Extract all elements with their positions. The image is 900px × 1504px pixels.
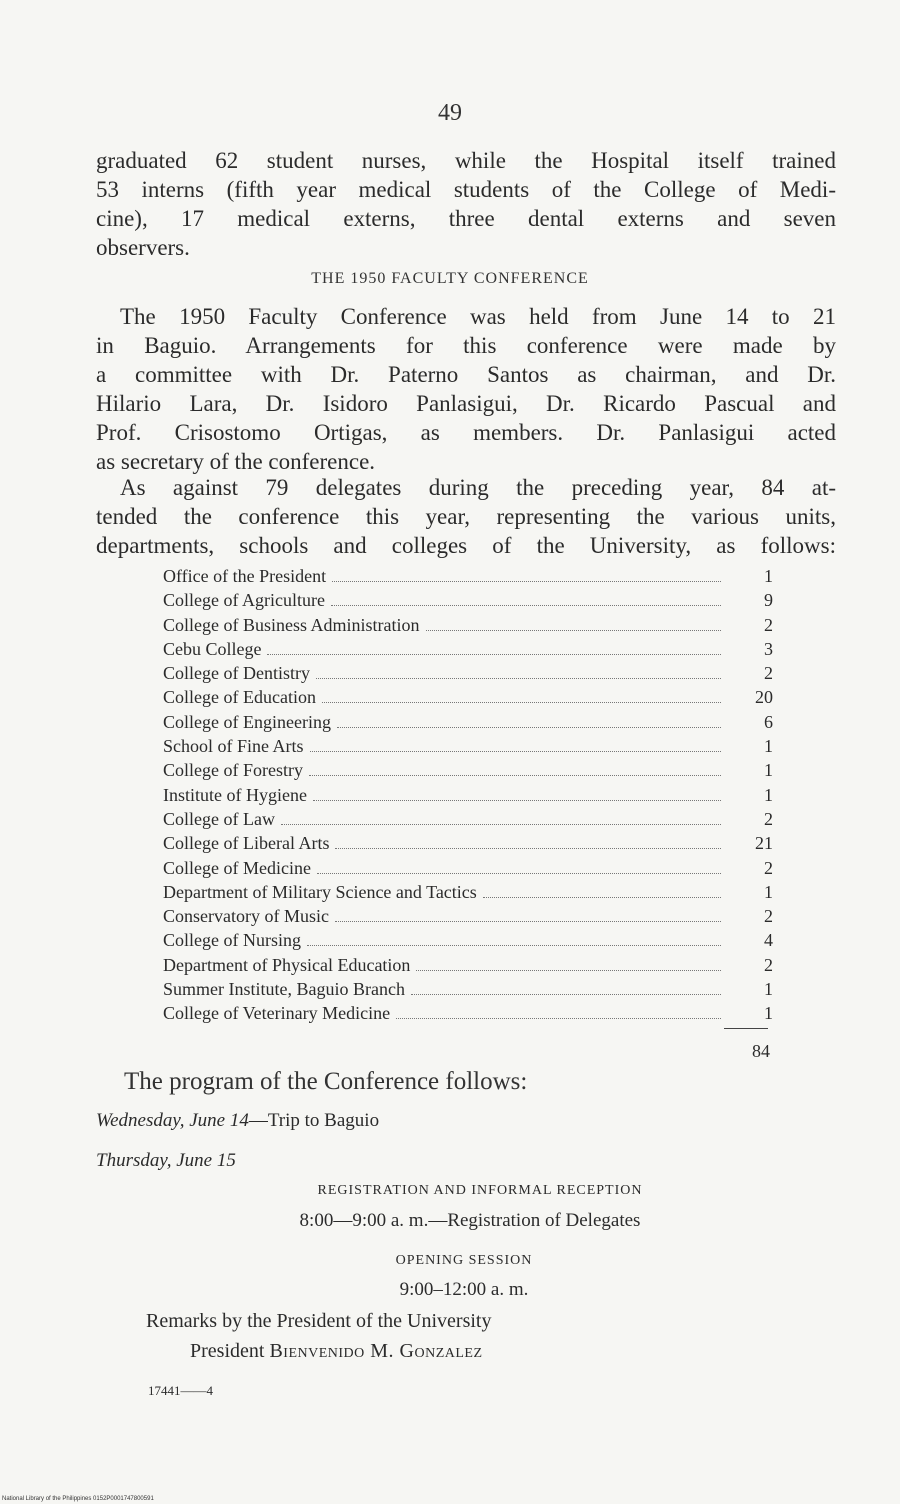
delegates-table (163, 566, 773, 1028)
unit-count: 6 (764, 711, 773, 732)
table-row (163, 785, 773, 809)
table-row (163, 979, 773, 1003)
intro-line: observers. (96, 235, 190, 260)
program-day-wednesday (96, 1110, 379, 1132)
unit-name: College of Education (163, 687, 316, 708)
dot-leader (483, 896, 721, 898)
program-intro: The program of the Conference follows: (124, 1068, 528, 1095)
dot-leader (332, 580, 721, 582)
paragraph-line: The 1950 Faculty Conference was held from June 14 to 21 (120, 304, 836, 329)
unit-name: College of Engineering (163, 711, 331, 732)
intro-paragraph (96, 146, 836, 262)
unit-count: 1 (764, 736, 773, 757)
day-event: —Trip to Baguio (248, 1110, 380, 1131)
unit-name: College of Dentistry (163, 663, 310, 684)
unit-count: 4 (764, 930, 773, 951)
paragraph-line: as secretary of the conference. (96, 449, 376, 474)
unit-name: College of Law (163, 808, 275, 829)
president-prefix: President (190, 1340, 265, 1362)
table-row (163, 663, 773, 687)
unit-count: 2 (764, 614, 773, 635)
paragraph-line: As against 79 delegates during the preceding year, 84 at- (120, 475, 836, 500)
conference-paragraph (96, 302, 836, 476)
unit-name: Department of Physical Education (163, 954, 411, 975)
unit-name: College of Liberal Arts (163, 833, 330, 854)
unit-count: 1 (764, 566, 773, 586)
dot-leader (307, 944, 721, 946)
paragraph-line: tended the conference this year, representing the various units, (96, 504, 836, 529)
table-row (163, 615, 773, 639)
dot-leader (335, 847, 721, 849)
paragraph-line: in Baguio. Arrangements for this conference were made by (96, 333, 836, 358)
dot-leader (310, 750, 721, 752)
dot-leader (313, 799, 721, 801)
day-date: Thursday, June 15 (96, 1150, 236, 1171)
unit-name: School of Fine Arts (163, 736, 304, 757)
unit-count: 1 (764, 1003, 773, 1024)
table-row (163, 882, 773, 906)
unit-count: 2 (764, 857, 773, 878)
unit-name: Cebu College (163, 638, 262, 659)
program-day-thursday (96, 1150, 236, 1172)
paragraph-line: a committee with Dr. Paterno Santos as chairman, and Dr. (96, 362, 836, 387)
unit-name: Conservatory of Music (163, 906, 329, 927)
page-number: 49 (438, 100, 462, 126)
delegates-total: 84 (752, 1041, 770, 1061)
unit-count: 20 (755, 687, 773, 708)
paragraph-line: departments, schools and colleges of the University, as follows: (96, 533, 836, 558)
dot-leader (316, 677, 721, 679)
remarks-line: Remarks by the President of the University (146, 1310, 492, 1332)
table-row (163, 1003, 773, 1027)
opening-time: 9:00–12:00 a. m. (399, 1279, 529, 1300)
table-row (163, 833, 773, 857)
unit-count: 3 (764, 638, 773, 659)
paragraph-line: Hilario Lara, Dr. Isidoro Panlasigui, Dr. Ricardo Pascual and (96, 391, 836, 416)
dot-leader (411, 993, 721, 995)
intro-line: 53 interns (fifth year medical students of the College of Medi- (96, 177, 836, 202)
intro-line: cine), 17 medical externs, three dental externs and seven (96, 206, 836, 231)
table-row (163, 639, 773, 663)
unit-name: College of Business Administration (163, 614, 420, 635)
table-row (163, 760, 773, 784)
intro-line: graduated 62 student nurses, while the Hospital itself trained (96, 148, 836, 173)
dot-leader (281, 823, 721, 825)
archive-footer: National Library of the Philippines 0152P0001747800591 (2, 1496, 154, 1502)
unit-name: Office of the President (163, 566, 327, 586)
table-row (163, 712, 773, 736)
dot-leader (426, 629, 722, 631)
unit-name: College of Agriculture (163, 590, 325, 611)
section-heading: THE 1950 FACULTY CONFERENCE (311, 270, 589, 287)
unit-count: 2 (764, 954, 773, 975)
dot-leader (331, 604, 721, 606)
unit-name: Summer Institute, Baguio Branch (163, 979, 405, 1000)
delegates-paragraph (96, 473, 836, 560)
unit-name: Institute of Hygiene (163, 784, 307, 805)
unit-name: College of Medicine (163, 857, 311, 878)
unit-count: 1 (764, 760, 773, 781)
registration-heading: REGISTRATION AND INFORMAL RECEPTION (317, 1183, 643, 1198)
unit-count: 2 (764, 906, 773, 927)
unit-name: College of Nursing (163, 930, 301, 951)
table-row (163, 687, 773, 711)
dot-leader (267, 653, 721, 655)
signature-mark: 17441——4 (148, 1383, 213, 1398)
unit-count: 1 (764, 979, 773, 1000)
table-row (163, 590, 773, 614)
table-row (163, 809, 773, 833)
table-row (163, 906, 773, 930)
dot-leader (309, 774, 721, 776)
registration-time: 8:00—9:00 a. m.—Registration of Delegates (299, 1210, 641, 1231)
table-row (163, 566, 773, 590)
table-row (163, 736, 773, 760)
unit-count: 1 (764, 784, 773, 805)
unit-count: 2 (764, 663, 773, 684)
paragraph-line: Prof. Crisostomo Ortigas, as members. Dr. Panlasigui acted (96, 420, 836, 445)
unit-name: Department of Military Science and Tactics (163, 881, 477, 902)
unit-name: College of Forestry (163, 760, 303, 781)
unit-count: 2 (764, 808, 773, 829)
opening-heading: OPENING SESSION (395, 1253, 533, 1268)
unit-count: 9 (764, 590, 773, 611)
unit-count: 1 (764, 881, 773, 902)
president-name: Bienvenido M. Gonzalez (269, 1340, 483, 1362)
dot-leader (322, 701, 721, 703)
dot-leader (416, 969, 721, 971)
dot-leader (396, 1017, 721, 1019)
total-rule (724, 1028, 768, 1029)
day-date: Wednesday, June 14 (96, 1110, 249, 1131)
dot-leader (337, 726, 721, 728)
dot-leader (335, 920, 721, 922)
table-row (163, 930, 773, 954)
president-line (190, 1340, 483, 1363)
table-row (163, 955, 773, 979)
unit-name: College of Veterinary Medicine (163, 1003, 391, 1024)
unit-count: 21 (755, 833, 773, 854)
table-row (163, 858, 773, 882)
dot-leader (317, 872, 721, 874)
